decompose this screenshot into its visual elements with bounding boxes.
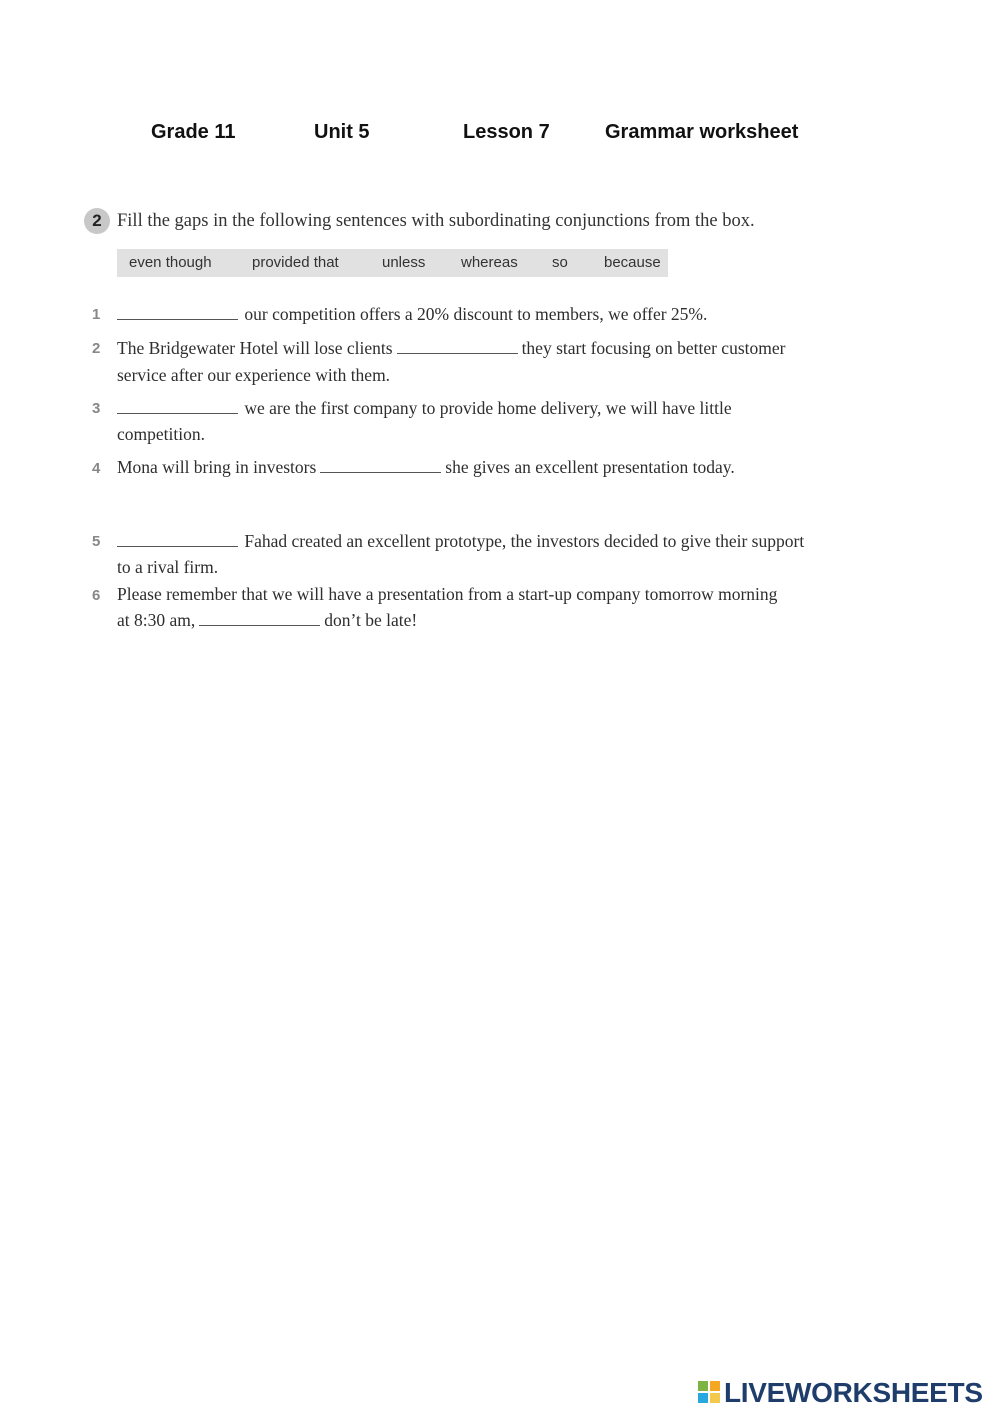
word-option: because (604, 254, 661, 271)
worksheet-title: Grammar worksheet (605, 121, 799, 143)
word-option: even though (129, 254, 212, 271)
liveworksheets-logo (698, 1378, 994, 1408)
sentence-text: she gives an excellent presentation today. (445, 457, 735, 477)
answer-blank[interactable] (199, 611, 320, 626)
item-number: 3 (92, 400, 101, 417)
sentence-line (117, 531, 804, 552)
answer-blank[interactable] (117, 305, 238, 320)
exercise-number-badge: 2 (84, 208, 110, 234)
sentence-line (117, 457, 735, 478)
sentence-text: Fahad created an excellent prototype, the investors decided to give their support (244, 531, 805, 551)
item-number: 1 (92, 306, 101, 323)
answer-blank[interactable] (397, 339, 518, 354)
sentence-line: Please remember that we will have a presentation from a start-up company tomorrow morning (117, 584, 778, 604)
word-option: whereas (461, 254, 518, 271)
word-option: unless (382, 254, 426, 271)
sentence-continuation: service after our experience with them. (117, 365, 391, 385)
sentence-text: don’t be late! (324, 610, 418, 630)
sentence-text: our competition offers a 20% discount to members, we offer 25%. (240, 304, 708, 324)
sentence-text: at 8:30 am, (117, 610, 196, 630)
unit-label: Unit 5 (314, 121, 370, 143)
sentence-line (117, 304, 707, 325)
sentence-text: they start focusing on better customer (521, 338, 786, 358)
sentence-continuation: to a rival firm. (117, 557, 219, 577)
logo-wordmark: LIVEWORKSHEETS (724, 1377, 983, 1408)
sentence-line (117, 338, 785, 359)
sentence-line (117, 398, 732, 419)
answer-blank[interactable] (117, 399, 238, 414)
item-number: 5 (92, 533, 101, 550)
word-option: provided that (252, 254, 339, 271)
answer-blank[interactable] (117, 532, 238, 547)
liveworksheets-icon (698, 1381, 722, 1405)
exercise-instruction: Fill the gaps in the following sentences with subordinating conjunctions from the box. (117, 211, 755, 231)
lesson-label: Lesson 7 (463, 121, 550, 143)
item-number: 6 (92, 587, 101, 604)
answer-blank[interactable] (320, 458, 441, 473)
worksheet-header (0, 121, 1000, 151)
word-box (117, 249, 668, 277)
item-number: 2 (92, 340, 101, 357)
word-option: so (552, 254, 568, 271)
sentence-continuation (117, 610, 417, 631)
sentence-text: we are the first company to provide home delivery, we will have little (240, 398, 732, 418)
sentence-text: Mona will bring in investors (117, 457, 317, 477)
item-number: 4 (92, 460, 101, 477)
sentence-text: The Bridgewater Hotel will lose clients (117, 338, 393, 358)
sentence-continuation: competition. (117, 424, 205, 444)
grade-label: Grade 11 (151, 121, 236, 143)
